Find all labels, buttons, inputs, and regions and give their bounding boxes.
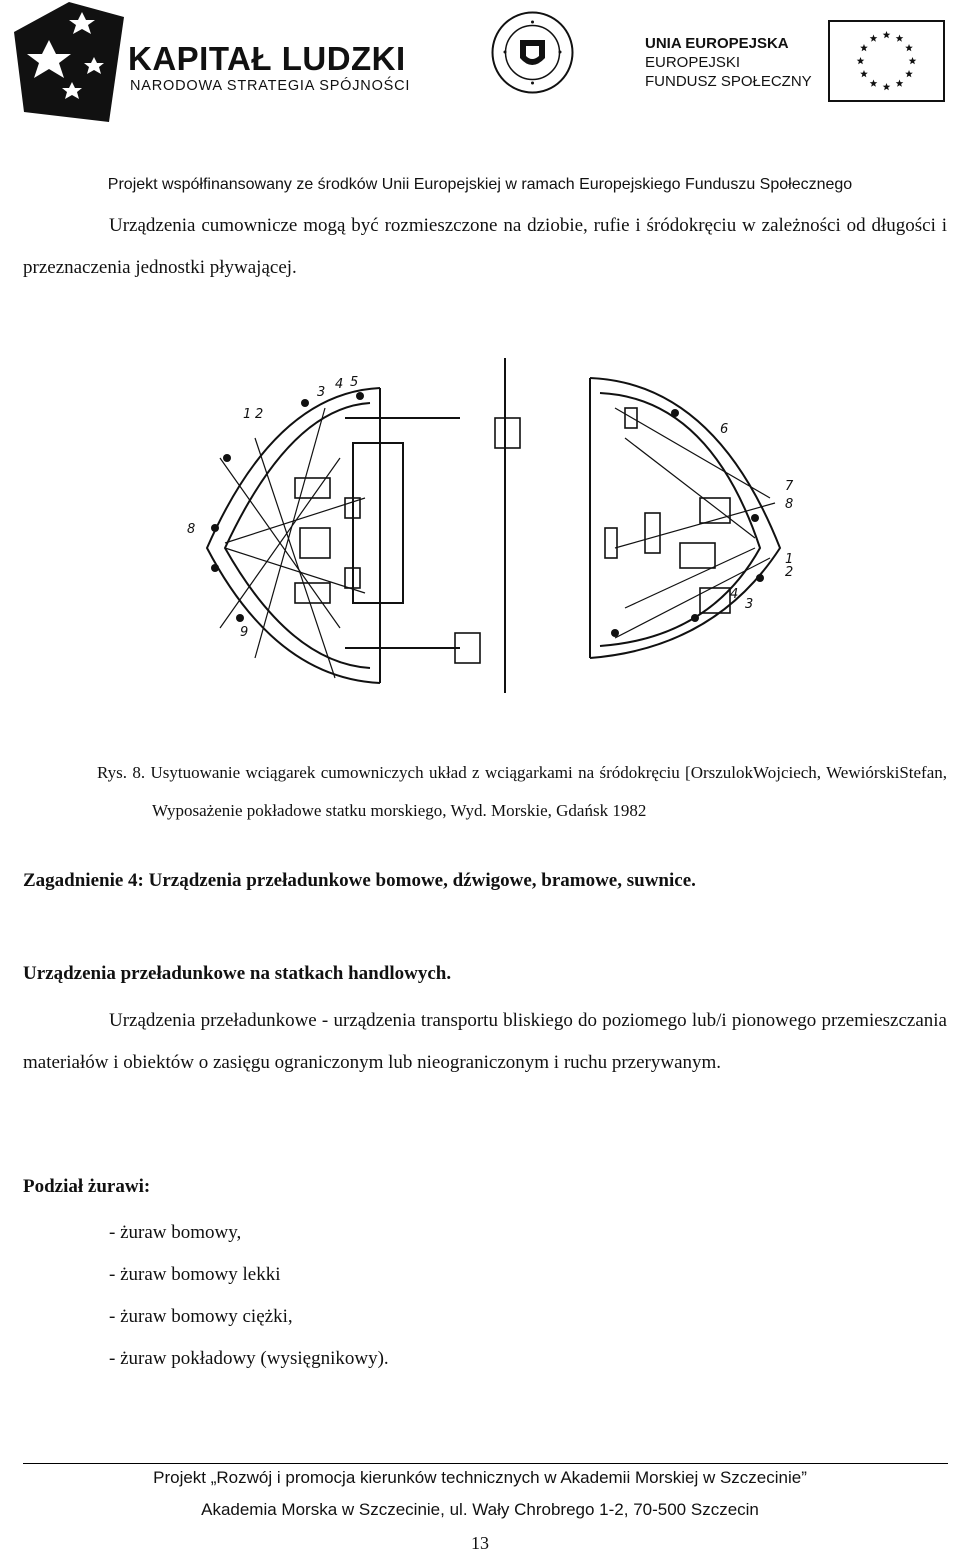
akademia-morska-seal-icon [490,10,575,95]
kapital-ludzki-logo-icon [14,2,124,122]
ue-subtitle-2: FUNDUSZ SPOŁECZNY [645,73,812,90]
intro-paragraph: Urządzenia cumownicze mogą być rozmieszczone na dziobie, rufie i śródokręciu w zależności od długości i przeznaczenia jednostki pływającej. [23,215,947,278]
footer-divider [23,1463,948,1464]
figure-label: 3 [745,597,754,612]
division-heading: Podział żurawi: [23,1176,151,1197]
figure-label: 1 [785,552,794,567]
figure-label: 5 [350,375,359,390]
figure-label: 8 [187,522,196,537]
figure-label: 7 [785,479,794,494]
list-item: - żuraw bomowy lekki [109,1264,281,1285]
kapital-ludzki-title: KAPITAŁ LUDZKI [128,40,406,77]
list-item: - żuraw pokładowy (wysięgnikowy). [109,1348,389,1369]
kapital-ludzki-subtitle: NARODOWA STRATEGIA SPÓJNOŚCI [130,78,411,94]
issue-heading: Zagadnienie 4: Urządzenia przeładunkowe bomowe, dźwigowe, bramowe, suwnice. [23,870,696,891]
figure-label: 4 [335,377,344,392]
list-item: - żuraw bomowy ciężki, [109,1306,293,1327]
figure-label: 6 [720,422,729,437]
figure-label: 1 [243,407,252,422]
ue-subtitle-1: EUROPEJSKI [645,54,741,71]
cofinancing-note: Projekt współfinansowany ze środków Unii Europejskiej w ramach Europejskiego Funduszu Społecznego [107,176,853,193]
footer-project-line: Projekt „Rozwój i promocja kierunków technicznych w Akademii Morskiej w Szczecinie” [153,1468,807,1487]
mooring-winch-layout-figure [187,348,795,713]
figure-label: 9 [240,625,249,640]
page-number: 13 [471,1533,489,1553]
figure-label: 2 [785,565,794,580]
list-item: - żuraw bomowy, [109,1222,242,1243]
figure-caption: Rys. 8. Usytuowanie wciągarek cumowniczych układ z wciągarkami na śródokręciu [OrszulokWojciech, WewiórskiStefan, Wyposażenie pokładowe statku morskiego, Wyd. Morskie, Gdańsk 1982 [97,763,947,820]
ue-title: UNIA EUROPEJSKA [645,35,789,52]
eu-flag-icon [828,20,945,102]
footer-address-line: Akademia Morska w Szczecinie, ul. Wały Chrobrego 1-2, 70-500 Szczecin [201,1500,759,1519]
figure-caption-block [97,754,947,830]
figure-label: 8 [785,497,794,512]
figure-label: 3 [317,385,326,400]
definition-paragraph: Urządzenia przeładunkowe - urządzenia transportu bliskiego do poziomego lub/i pionowego przemieszczania materiałów i obiektów o zasięgu ograniczonym lub nieograniczonym i ruchu przerywanym. [23,1010,947,1073]
figure-label: 4 [730,587,739,602]
section-heading: Urządzenia przeładunkowe na statkach handlowych. [23,963,452,984]
figure-label: 2 [255,407,264,422]
crane-types-list [109,1212,389,1380]
